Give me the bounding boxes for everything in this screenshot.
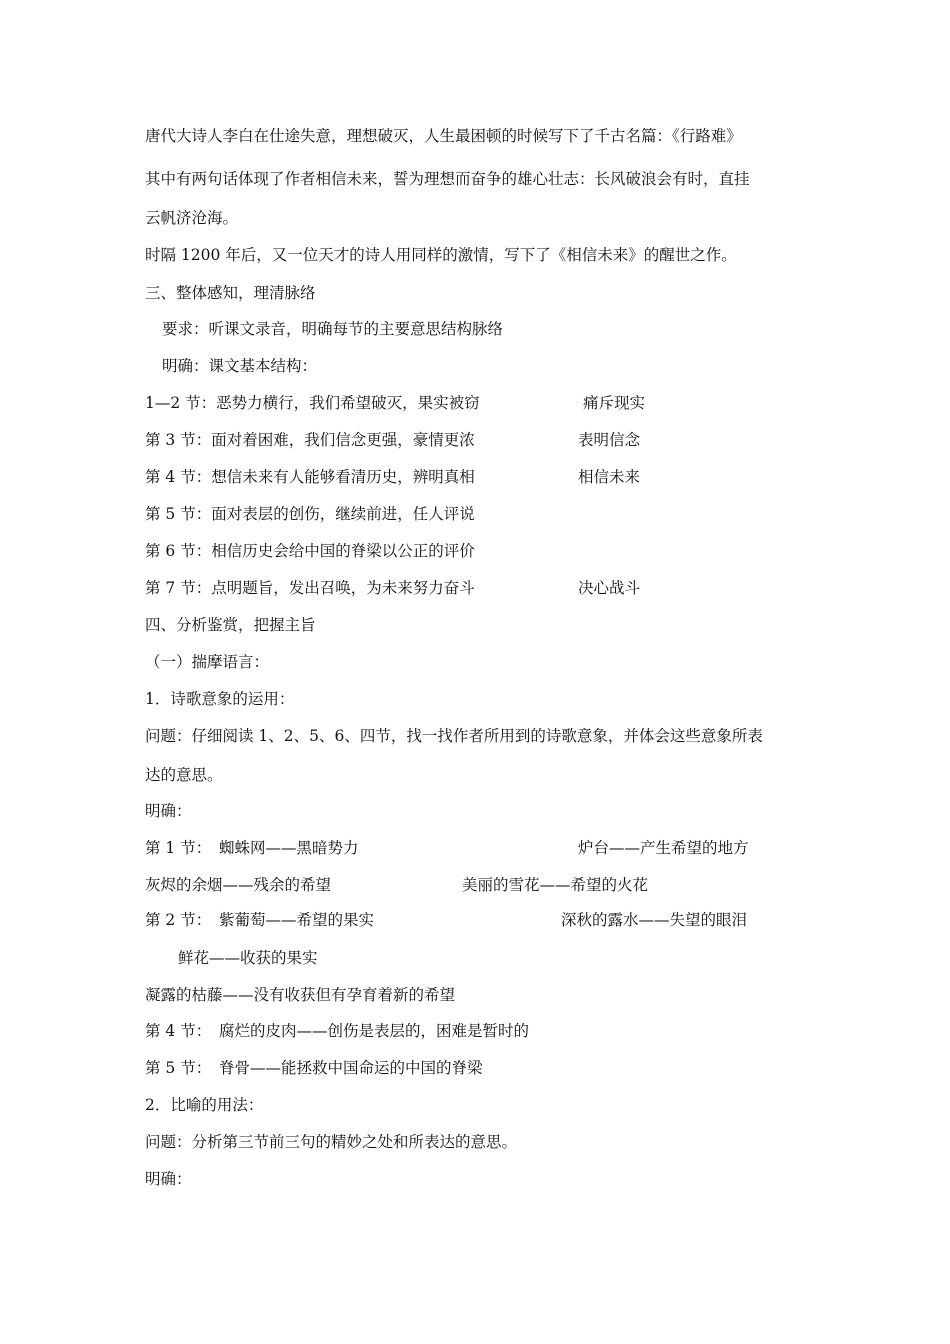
intro-line-3: 云帆济沧海。 <box>145 209 239 227</box>
requirement-text: 要求：听课文录音，明确每节的主要意思结构脉络 <box>162 320 504 338</box>
structure-row: 第 3 节：面对着困难，我们信念更强，豪情更浓 <box>145 431 475 449</box>
structure-row-summary: 表明信念 <box>578 431 641 449</box>
section-3-heading: 三、整体感知，理清脉络 <box>145 284 316 302</box>
question-1-line-1: 问题：仔细阅读 1、2、5、6、四节，找一找作者所用到的诗歌意象，并体会这些意象所表 <box>145 727 763 745</box>
structure-row: 第 7 节：点明题旨，发出召唤，为未来努力奋斗 <box>145 579 475 597</box>
structure-label: 明确：课文基本结构： <box>162 357 318 375</box>
intro-line-1: 唐代大诗人李白在仕途失意，理想破灭，人生最困顿的时候写下了千古名篇：《行路难》 <box>145 127 742 145</box>
question-2: 问题：分析第三节前三句的精妙之处和所表达的意思。 <box>145 1133 518 1151</box>
imagery-stanza-1-b: 炉台——产生希望的地方 <box>578 839 749 857</box>
structure-row-summary: 决心战斗 <box>578 579 641 597</box>
structure-row-summary: 痛斥现实 <box>583 394 646 412</box>
item-1-heading: 1．诗歌意象的运用： <box>145 690 295 708</box>
imagery-stanza-5: 第 5 节： 脊骨——能拯救中国命运的中国的脊梁 <box>145 1059 483 1077</box>
imagery-stanza-4: 第 4 节： 腐烂的皮肉——创伤是表层的，困难是暂时的 <box>145 1022 529 1040</box>
answer-label: 明确： <box>145 802 192 820</box>
imagery-stanza-2: 第 2 节： 紫葡萄——希望的果实 <box>145 911 374 929</box>
structure-row: 1—2 节：恶势力横行，我们希望破灭，果实被窃 <box>145 394 480 412</box>
imagery-stanza-2-b: 深秋的露水——失望的眼泪 <box>561 911 748 929</box>
subsection-heading: （一）揣摩语言： <box>145 653 270 671</box>
section-4-heading: 四、分析鉴赏，把握主旨 <box>145 616 316 634</box>
intro-line-2: 其中有两句话体现了作者相信未来，誓为理想而奋争的雄心壮志：长风破浪会有时，直挂 <box>145 170 750 188</box>
imagery-stanza-1-c: 灰烬的余烟——残余的希望 <box>145 876 332 894</box>
answer-label-2: 明确： <box>145 1170 192 1188</box>
imagery-stanza-2-d: 凝露的枯藤——没有收获但有孕育着新的希望 <box>145 986 456 1004</box>
imagery-stanza-1: 第 1 节： 蜘蛛网——黑暗势力 <box>145 839 359 857</box>
item-2-heading: 2．比喻的用法： <box>145 1096 264 1114</box>
imagery-stanza-1-d: 美丽的雪花——希望的火花 <box>462 876 649 894</box>
structure-row-summary: 相信未来 <box>578 468 641 486</box>
structure-row: 第 6 节：相信历史会给中国的脊梁以公正的评价 <box>145 542 475 560</box>
intro-line-4: 时隔 1200 年后，又一位天才的诗人用同样的激情，写下了《相信未来》的醒世之作。 <box>145 246 737 264</box>
structure-row: 第 4 节：想信未来有人能够看清历史，辨明真相 <box>145 468 475 486</box>
imagery-stanza-2-c: 鲜花——收获的果实 <box>178 949 318 967</box>
structure-row: 第 5 节：面对表层的创伤，继续前进，任人评说 <box>145 505 475 523</box>
question-1-line-2: 达的意思。 <box>145 766 223 784</box>
